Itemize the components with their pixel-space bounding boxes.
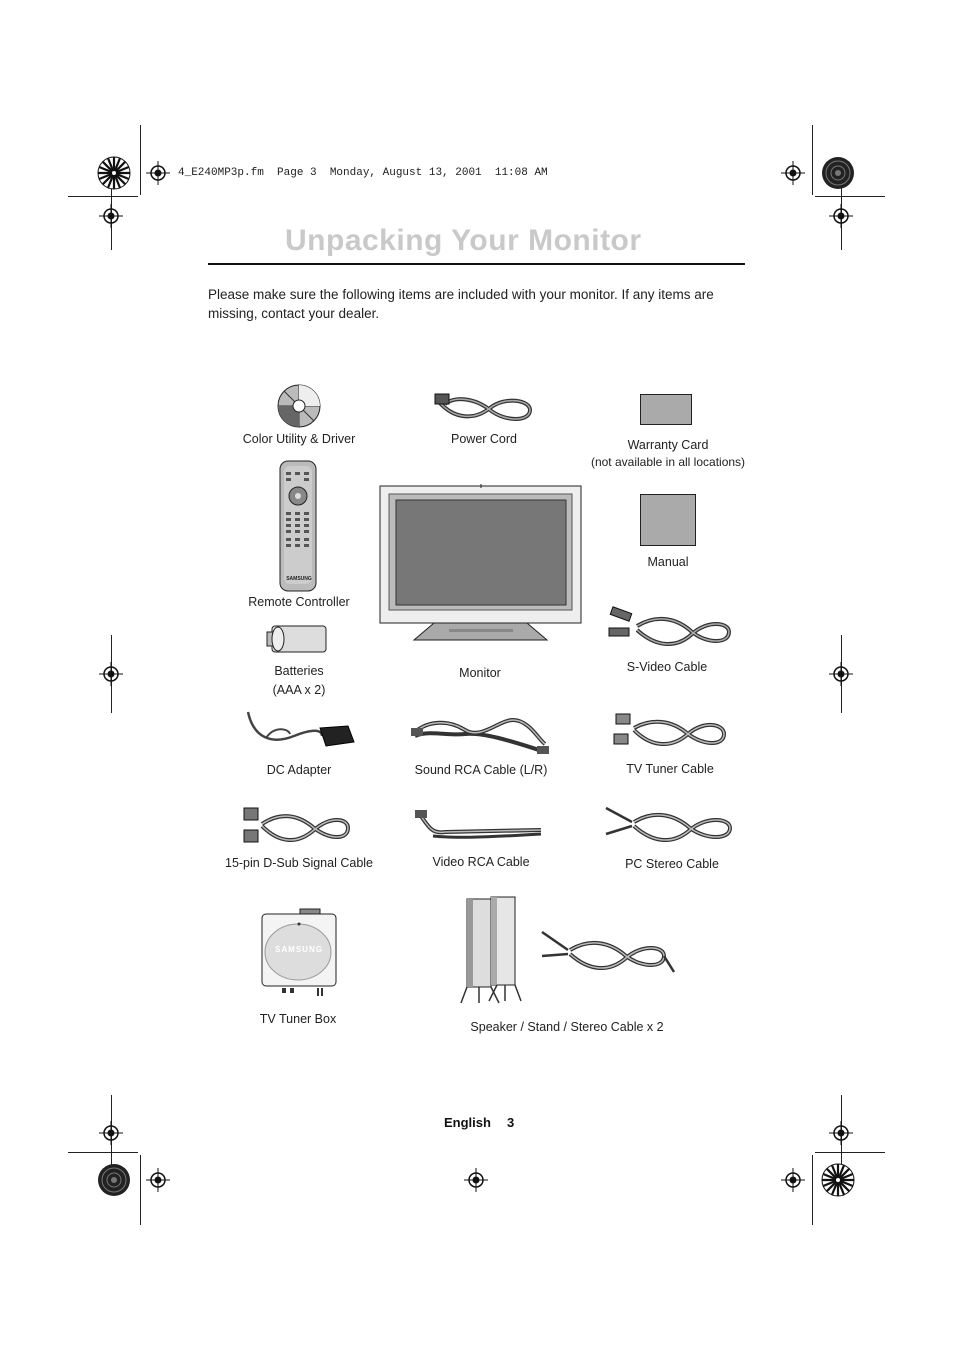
manual-icon: [640, 494, 696, 546]
label-power-cord: Power Cord: [451, 432, 517, 446]
tv-tuner-cable-icon: [612, 712, 728, 754]
svideo-cable-icon: [607, 608, 733, 648]
label-batteries: Batteries: [274, 664, 324, 678]
sound-rca-cable-icon: [409, 710, 551, 756]
dc-adapter-icon: [244, 710, 356, 756]
batteries-icon: [266, 624, 328, 654]
label-dsub: 15-pin D-Sub Signal Cable: [224, 856, 374, 870]
file-info: 4_E240MP3p.fm Page 3 Monday, August 13, 2001 11:08 AM: [178, 167, 548, 179]
label-monitor: Monitor: [459, 666, 501, 680]
label-warranty-note: (not available in all locations): [590, 455, 746, 469]
label-remote: Remote Controller: [248, 595, 350, 609]
label-video-rca: Video RCA Cable: [432, 855, 530, 869]
tuner-box-brand: SAMSUNG: [275, 945, 323, 954]
warranty-card-icon: [640, 394, 692, 425]
stereo-cable-icon: [540, 930, 676, 978]
label-speaker: Speaker / Stand / Stereo Cable x 2: [470, 1020, 664, 1034]
dsub-cable-icon: [240, 806, 352, 848]
label-tv-tuner-box: TV Tuner Box: [259, 1012, 337, 1026]
page-footer: [444, 1115, 514, 1130]
video-rca-cable-icon: [415, 810, 547, 844]
title-rule: [208, 263, 745, 265]
label-pc-stereo: PC Stereo Cable: [625, 857, 719, 871]
label-tv-tuner-cable: TV Tuner Cable: [626, 762, 714, 776]
label-warranty-card: Warranty Card: [627, 438, 709, 452]
page-title: Unpacking Your Monitor: [285, 224, 642, 257]
remote-brand: SAMSUNG: [286, 576, 312, 582]
label-batteries-qty: (AAA x 2): [272, 683, 326, 697]
pc-stereo-cable-icon: [604, 804, 734, 848]
remote-controller-icon: [279, 460, 319, 594]
label-dc-adapter: DC Adapter: [266, 763, 332, 777]
label-sound-rca: Sound RCA Cable (L/R): [414, 763, 548, 777]
speakers-icon: [459, 895, 523, 1007]
label-svideo: S-Video Cable: [626, 660, 708, 674]
cd-icon: [277, 384, 321, 428]
monitor-icon: [379, 484, 583, 644]
label-color-utility: Color Utility & Driver: [242, 432, 356, 446]
power-cord-icon: [435, 390, 535, 430]
label-manual: Manual: [647, 555, 689, 569]
footer-language: English: [444, 1115, 491, 1130]
footer-page-number: 3: [506, 1115, 515, 1130]
intro-text: Please make sure the following items are included with your monitor. If any items are missing, contact your dealer.: [208, 287, 714, 321]
